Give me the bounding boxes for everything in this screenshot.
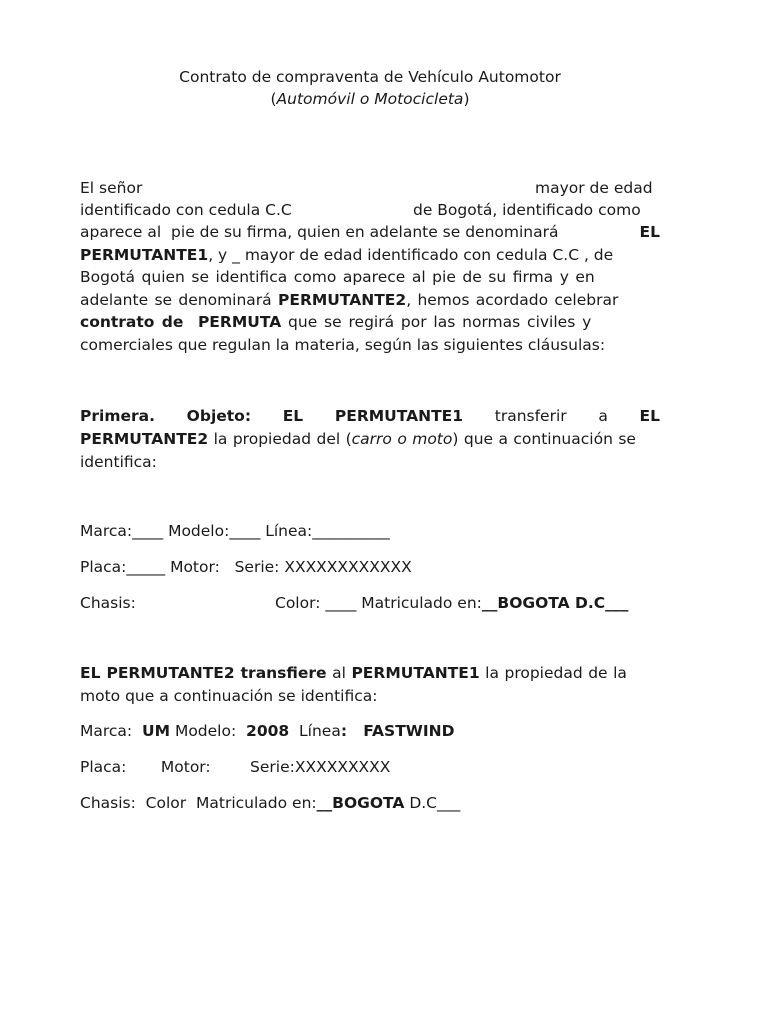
intro-line7 xyxy=(80,311,591,333)
clause-text: al xyxy=(326,664,352,682)
clause-bold: PERMUTANTE1 xyxy=(351,664,480,682)
clause-bold: PERMUTANTE1 xyxy=(334,407,464,425)
intro-text: Bogotá quien se identifica como aparece al pie de su firma y en xyxy=(80,268,595,286)
intro-line6 xyxy=(80,289,618,311)
intro-text: , y _ mayor de edad identificado con cedula C.C , de xyxy=(208,246,614,264)
vehicle-field: Chasis: Color Matriculado en: xyxy=(80,794,317,812)
intro-bold: contrato de PERMUTA xyxy=(80,313,282,331)
vehicle-value: UM xyxy=(142,722,171,740)
intro-text: adelante se denominará xyxy=(80,291,278,309)
intro-line2-right xyxy=(413,199,641,221)
vehicle-field: Chasis: xyxy=(80,594,136,612)
clause-bold: EL xyxy=(639,407,660,425)
clause-heading: Primera. xyxy=(80,407,155,425)
clause1-line3 xyxy=(80,451,157,473)
clause-text: identifica: xyxy=(80,453,157,471)
clause-text: transferir xyxy=(494,407,567,425)
intro-line4 xyxy=(80,244,613,266)
vehicle-value: 2008 xyxy=(246,722,290,740)
vehicle-city: __BOGOTA xyxy=(316,794,405,812)
intro-line3 xyxy=(80,221,660,244)
vehicle2-chasis-line xyxy=(80,792,460,814)
clause-italic: carro o moto xyxy=(351,430,453,448)
subtitle-close-paren: ) xyxy=(463,90,470,108)
vehicle-field: Línea xyxy=(289,722,341,740)
vehicle-field: Placa: Motor: Serie:XXXXXXXXX xyxy=(80,758,391,776)
intro-line5 xyxy=(80,266,595,288)
vehicle-field: Marca:____ Modelo:____ Línea:__________ xyxy=(80,522,390,540)
vehicle-value: FASTWIND xyxy=(347,722,455,740)
vehicle-field: D.C___ xyxy=(404,794,461,812)
intro-text: aparece al pie de su firma, quien en adelante se denominará xyxy=(80,223,564,241)
intro-text: que se regirá por las normas civiles y xyxy=(281,313,592,331)
vehicle1-placa-line xyxy=(80,556,412,578)
clause-bold: EL xyxy=(282,407,304,425)
vehicle-field: Marca: xyxy=(80,722,142,740)
intro-bold: PERMUTANTE2 xyxy=(278,291,407,309)
intro-line1-left xyxy=(80,177,142,199)
clause2-line1 xyxy=(80,662,627,684)
intro-text: comerciales que regulan la materia, según las siguientes cláusulas: xyxy=(80,336,606,354)
intro-text: identificado con cedula C.C xyxy=(80,201,292,219)
intro-text: , hemos acordado celebrar xyxy=(406,291,619,309)
clause-text: moto que a continuación se identifica: xyxy=(80,687,378,705)
vehicle1-marca-line xyxy=(80,520,390,542)
intro-line2-left xyxy=(80,199,292,221)
vehicle2-placa-line xyxy=(80,756,390,778)
vehicle-field: Color: ____ Matriculado en: xyxy=(275,594,482,612)
clause-text: la propiedad de la xyxy=(479,664,627,682)
subtitle-open-paren: ( xyxy=(270,90,277,108)
document-subtitle xyxy=(80,88,660,110)
vehicle-field: Placa:_____ Motor: Serie: XXXXXXXXXXXX xyxy=(80,558,412,576)
vehicle-value: : xyxy=(340,722,348,740)
intro-line1-right xyxy=(535,177,653,199)
clause-text: la propiedad del ( xyxy=(208,430,352,448)
document-title xyxy=(80,66,660,88)
clause-heading: Objeto: xyxy=(186,407,252,425)
intro-bold: PERMUTANTE1 xyxy=(80,246,209,264)
intro-text: El señor xyxy=(80,179,143,197)
subtitle-italic: Automóvil o Motocicleta xyxy=(276,90,464,108)
vehicle-city: __BOGOTA D.C___ xyxy=(481,594,629,612)
clause2-line2 xyxy=(80,685,377,707)
intro-line3-text xyxy=(80,221,563,244)
vehicle1-color-line xyxy=(275,592,628,614)
vehicle1-chasis-label xyxy=(80,592,136,614)
clause1-line2 xyxy=(80,428,636,450)
intro-bold: EL xyxy=(639,223,660,241)
intro-line8 xyxy=(80,334,605,356)
clause-text: a xyxy=(598,407,608,425)
vehicle2-marca-line xyxy=(80,720,454,742)
clause-bold: PERMUTANTE2 xyxy=(80,430,209,448)
vehicle-field: Modelo: xyxy=(170,722,247,740)
clause1-line1 xyxy=(80,405,660,428)
intro-text: mayor de edad xyxy=(535,179,653,197)
intro-text: de Bogotá, identificado como xyxy=(413,201,641,219)
clause-bold: EL PERMUTANTE2 transfiere xyxy=(80,664,327,682)
clause-text: ) que a continuación se xyxy=(452,430,636,448)
title-line1: Contrato de compraventa de Vehículo Automotor xyxy=(179,68,561,86)
